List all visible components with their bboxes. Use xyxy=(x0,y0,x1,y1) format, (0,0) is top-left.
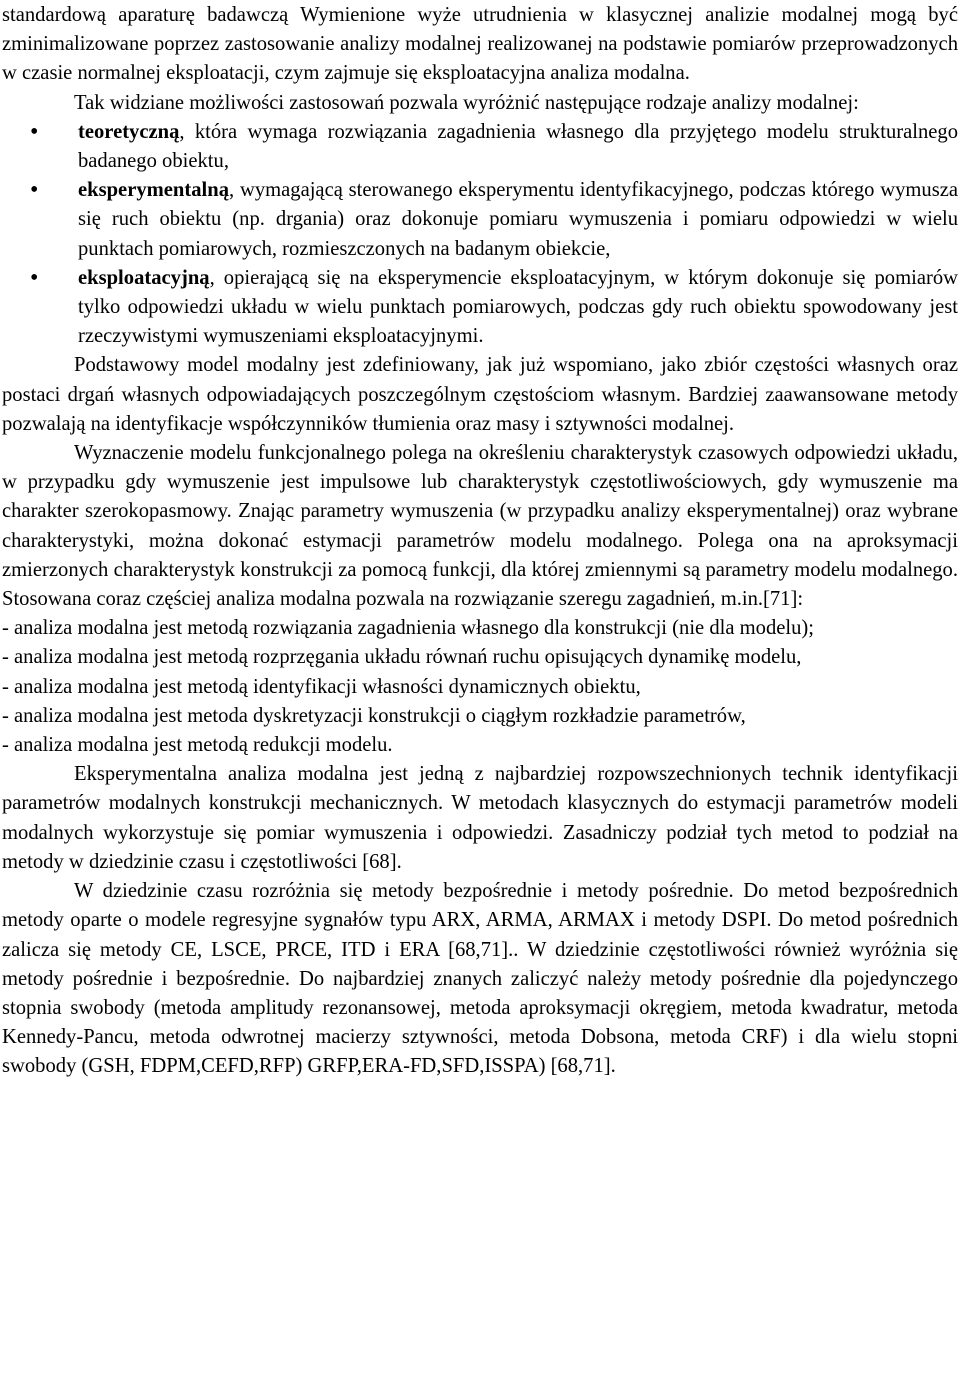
dash-item-1: - analiza modalna jest metodą rozwiązania zagadnienia własnego dla konstrukcji (nie dla modelu); xyxy=(2,617,814,640)
description-experimental: , wymagającą sterowanego eksperymentu identyfikacyjnego, podczas którego wymusza się ruch obiektu (np. drgania) oraz dokonuje pomiaru wymuszenia i pomiaru odpowiedzi w wielu punktach pomiarowych, rozmieszczonych na badanym obiekcie, xyxy=(78,179,958,260)
term-operational: eksploatacyjną xyxy=(78,266,210,289)
paragraph-basic-model: Podstawowy model modalny jest zdefiniowany, jak już wspomiano, jako zbiór częstości własnych oraz postaci drgań własnych odpowiadających poszczególnym częstościom własnym. Bardziej zaawansowane metody pozwalają na identyfikacje współczynników tłumienia oraz masy i sztywności modalnej. xyxy=(2,354,958,435)
paragraph-time-domain: W dziedzinie czasu rozróżnia się metody bezpośrednie i metody pośrednie. Do metod bezpośrednich metody oparte o modele regresyjne sygnałów typu ARX, ARMA, ARMAX i metody DSPI. Do metod pośrednich zalicza się metody CE, LSCE, PRCE, ITD i ERA [68,71].. W dziedzinie częstotliwości również wyróżnia się metody pośrednie i bezpośrednie. Do najbardziej znanych zaliczyć należy metody pośrednie dla pojedynczego stopnia swobody (metoda amplitudy rezonansowej, metoda aproksymacji okręgiem, metoda kwadratur, metoda Kennedy-Pancu, metoda odwrotnej macierzy sztywności, metoda Dobsona, metoda CRF) i dla wielu stopni swobody (GSH, FDPM,CEFD,RFP) GRFP,ERA-FD,SFD,ISSPA) [68,71]. xyxy=(2,880,958,1078)
dash-item-2: - analiza modalna jest metodą rozprzęgania układu równań ruchu opisujących dynamikę modelu, xyxy=(2,646,802,669)
list-item-experimental xyxy=(2,176,958,264)
list-item-theoretical xyxy=(2,118,958,176)
term-theoretical: teoretyczną xyxy=(78,120,180,143)
paragraph-intro: standardową aparaturę badawczą Wymienione wyże utrudnienia w klasycznej analizie modalnej mogą być zminimalizowane poprzez zastosowanie analizy modalnej realizowanej na podstawie pomiarów przeprowadzonych w czasie normalnej eksploatacji, czym zajmuje się eksploatacyjna analiza modalna. xyxy=(2,4,958,85)
description-theoretical: , która wymaga rozwiązania zagadnienia własnego dla przyjętego modelu strukturalnego badanego obiektu, xyxy=(78,120,958,173)
dash-item-4: - analiza modalna jest metoda dyskretyzacji konstrukcji o ciągłym rozkładzie parametrów, xyxy=(2,704,746,727)
dash-item-3: - analiza modalna jest metodą identyfikacji własności dynamicznych obiektu, xyxy=(2,675,641,698)
analysis-types-list xyxy=(2,118,958,352)
term-experimental: eksperymentalną xyxy=(78,179,230,202)
paragraph-functional-model: Wyznaczenie modelu funkcjonalnego polega na określeniu charakterystyk czasowych odpowiedzi układu, w przypadku gdy wymuszenie jest impulsowe lub charakterystyk częstotliwościowych, gdy wymuszenie ma charakter szerokopasmowy. Znając parametry wymuszenia (w przypadku analizy eksperymentalnej) oraz wybrane charakterystyki, można dokonać estymacji parametrów modelu modalnego. Polega ona na aproksymacji zmierzonych charakterystyk konstrukcji za pomocą funkcji, dla której zmiennymi są parametry modelu modalnego. Stosowana coraz częściej analiza modalna pozwala na rozwiązanie szeregu zagadnień, m.in.[71]: xyxy=(2,442,958,611)
paragraph-experimental-analysis: Eksperymentalna analiza modalna jest jedną z najbardziej rozpowszechnionych technik identyfikacji parametrów modalnych konstrukcji mechanicznych. W metodach klasycznych do estymacji parametrów modeli modalnych wykorzystuje się pomiar wymuszenia i odpowiedzi. Zasadniczy podział tych metod to podział na metody w dziedzinie czasu i częstotliwości [68]. xyxy=(2,763,958,873)
description-operational: , opierającą się na eksperymencie eksploatacyjnym, w którym dokonuje się pomiarów tylko odpowiedzi układu w wielu punktach pomiarowych, podczas gdy ruch obiektu spowodowany jest rzeczywistymi wymuszeniami eksploatacyjnymi. xyxy=(78,266,958,348)
paragraph-analysis-types: Tak widziane możliwości zastosowań pozwala wyróżnić następujące rodzaje analizy modalnej: xyxy=(74,91,859,114)
list-item-operational xyxy=(2,264,958,352)
dash-item-5: - analiza modalna jest metodą redukcji modelu. xyxy=(2,734,393,757)
